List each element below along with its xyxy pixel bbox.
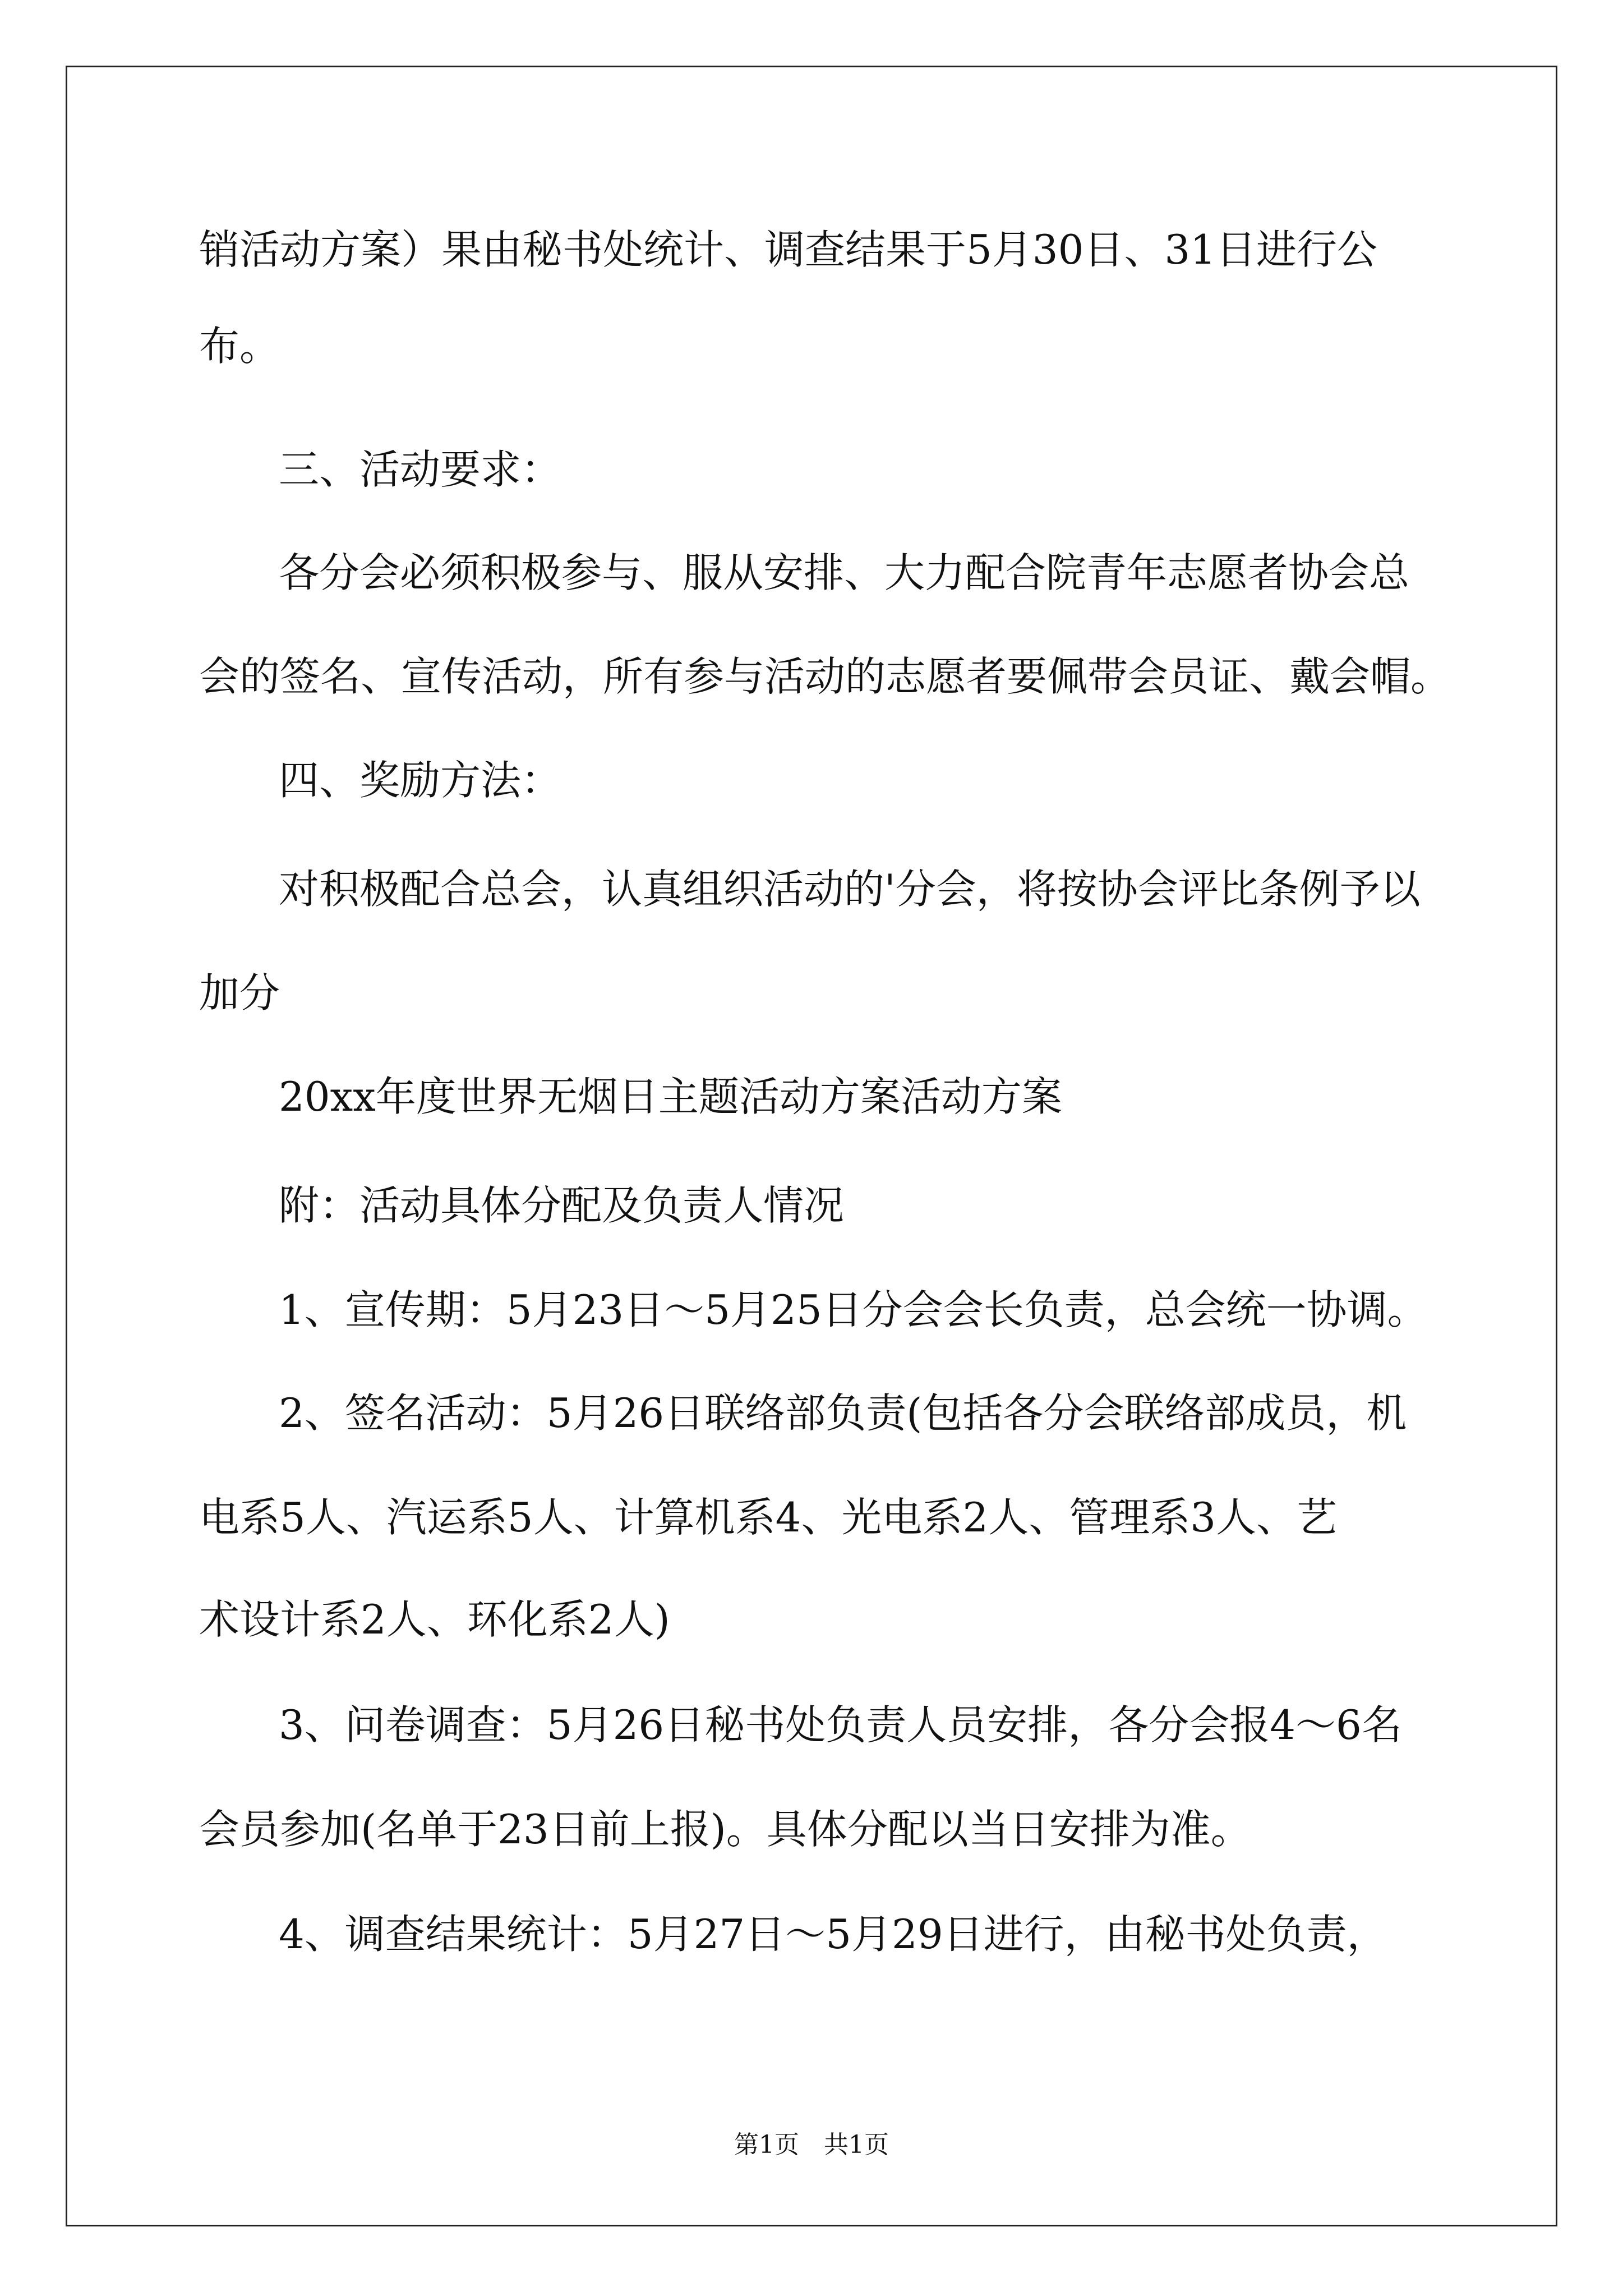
- section-heading: 三、活动要求：: [279, 446, 562, 493]
- paragraph-line: 各分会必须积极参与、服从安排、大力配合院青年志愿者协会总: [279, 549, 1410, 596]
- paragraph-line: 加分: [199, 969, 280, 1016]
- paragraph-line: 电系5人、汽运系5人、计算机系4、光电系2人、管理系3人、艺: [199, 1494, 1338, 1541]
- page-border: [66, 66, 1557, 2226]
- paragraph-line: 附：活动具体分配及负责人情况: [279, 1182, 845, 1229]
- paragraph-line: 会的签名、宣传活动，所有参与活动的志愿者要佩带会员证、戴会帽。: [199, 653, 1451, 700]
- paragraph-line: 4、调查结果统计：5月27日～5月29日进行，由秘书处负责，: [279, 1911, 1387, 1958]
- paragraph-line: 1、宣传期：5月23日～5月25日分会会长负责，总会统一协调。: [279, 1286, 1428, 1333]
- paragraph-line: 销活动方案）果由秘书处统计、调查结果于5月30日、31日进行公: [199, 226, 1378, 273]
- paragraph-line: 对积极配合总会，认真组织活动的'分会，将按协会评比条例予以: [279, 866, 1421, 913]
- paragraph-line: 3、问卷调查：5月26日秘书处负责人员安排，各分会报4～6名: [279, 1701, 1402, 1749]
- paragraph-line: 会员参加(名单于23日前上报)。具体分配以当日安排为准。: [199, 1806, 1251, 1853]
- paragraph-line: 20xx年度世界无烟日主题活动方案活动方案: [279, 1073, 1062, 1120]
- paragraph-line: 2、签名活动：5月26日联络部负责(包括各分会联络部成员，机: [279, 1389, 1407, 1437]
- section-heading: 四、奖励方法：: [279, 757, 562, 804]
- paragraph-line: 术设计系2人、环化系2人): [199, 1596, 670, 1643]
- page-footer: 第1页 共1页: [734, 2131, 889, 2159]
- paragraph-line: 布。: [199, 323, 280, 370]
